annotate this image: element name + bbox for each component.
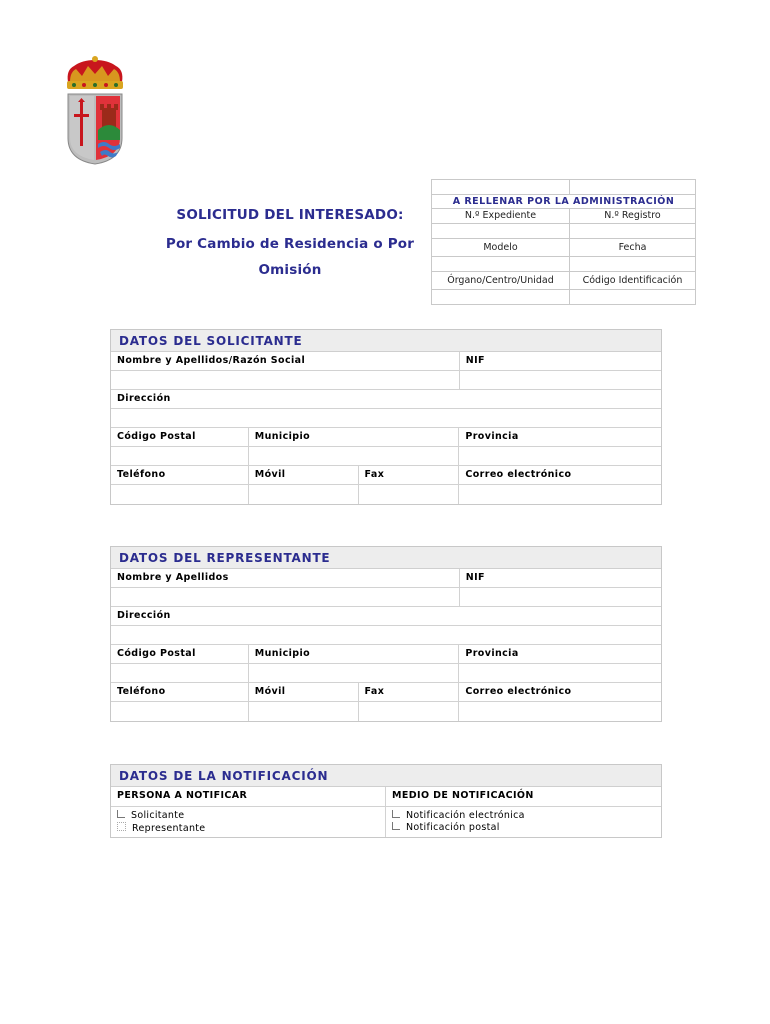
modelo-label: Modelo: [432, 239, 570, 257]
codigo-label: Código Identificación: [570, 272, 696, 290]
section-solicitante: [110, 329, 662, 505]
fax-field[interactable]: [359, 485, 460, 504]
expediente-label: N.º Expediente: [432, 209, 570, 224]
admin-blank-cell[interactable]: [432, 180, 570, 195]
direccion-label: Dirección: [111, 390, 661, 408]
provincia-field[interactable]: [459, 447, 661, 465]
option-electronica[interactable]: [392, 810, 661, 822]
admin-blank-cell[interactable]: [570, 180, 696, 195]
form-subtitle-line2: Omisión: [258, 262, 322, 278]
checkbox-icon[interactable]: [117, 822, 126, 831]
municipio-label: Municipio: [249, 428, 460, 446]
direccion-field[interactable]: [111, 626, 661, 644]
checkbox-icon[interactable]: [392, 810, 400, 818]
nombre-label: Nombre y Apellidos/Razón Social: [111, 352, 460, 370]
telefono-field[interactable]: [111, 485, 249, 504]
organo-label: Órgano/Centro/Unidad: [432, 272, 570, 290]
option-solicitante[interactable]: [117, 810, 385, 822]
modelo-field[interactable]: [432, 257, 570, 272]
fax-label: Fax: [359, 466, 460, 484]
correo-label: Correo electrónico: [459, 466, 661, 484]
section-title: DATOS DE LA NOTIFICACIÓN: [111, 765, 661, 787]
admin-box-heading: A RELLENAR POR LA ADMINISTRACIÓN: [432, 195, 696, 209]
nombre-label: Nombre y Apellidos: [111, 569, 460, 587]
section-title: DATOS DEL SOLICITANTE: [111, 330, 661, 352]
option-label: Notificación postal: [406, 822, 500, 833]
persona-heading: PERSONA A NOTIFICAR: [111, 787, 386, 806]
municipio-label: Municipio: [249, 645, 460, 663]
expediente-field[interactable]: [432, 224, 570, 239]
nif-label: NIF: [460, 569, 661, 587]
persona-options: [111, 807, 386, 837]
correo-field[interactable]: [459, 485, 661, 504]
medio-options: [386, 807, 661, 837]
movil-label: Móvil: [249, 683, 359, 701]
direccion-field[interactable]: [111, 409, 661, 427]
provincia-label: Provincia: [459, 645, 661, 663]
nombre-field[interactable]: [111, 588, 460, 606]
medio-heading: MEDIO DE NOTIFICACIÓN: [386, 787, 661, 806]
correo-label: Correo electrónico: [459, 683, 661, 701]
checkbox-icon[interactable]: [117, 810, 125, 818]
section-notificacion: [110, 764, 662, 838]
telefono-label: Teléfono: [111, 466, 249, 484]
cp-label: Código Postal: [111, 428, 249, 446]
nombre-field[interactable]: [111, 371, 460, 389]
provincia-label: Provincia: [459, 428, 661, 446]
checkbox-icon[interactable]: [392, 822, 400, 830]
movil-label: Móvil: [249, 466, 359, 484]
nif-field[interactable]: [460, 371, 661, 389]
municipio-field[interactable]: [249, 447, 460, 465]
form-title: SOLICITUD DEL INTERESADO:: [176, 207, 404, 223]
organo-field[interactable]: [432, 290, 570, 305]
option-label: Solicitante: [131, 810, 185, 821]
fecha-field[interactable]: [570, 257, 696, 272]
registro-field[interactable]: [570, 224, 696, 239]
telefono-field[interactable]: [111, 702, 249, 721]
section-title: DATOS DEL REPRESENTANTE: [111, 547, 661, 569]
fecha-label: Fecha: [570, 239, 696, 257]
movil-field[interactable]: [249, 702, 359, 721]
section-representante: [110, 546, 662, 722]
direccion-label: Dirección: [111, 607, 661, 625]
telefono-label: Teléfono: [111, 683, 249, 701]
movil-field[interactable]: [249, 485, 359, 504]
form-subtitle-line1: Por Cambio de Residencia o Por: [165, 236, 415, 252]
provincia-field[interactable]: [459, 664, 661, 682]
fax-field[interactable]: [359, 702, 460, 721]
nif-label: NIF: [460, 352, 661, 370]
admin-box: [431, 179, 696, 305]
registro-label: N.º Registro: [570, 209, 696, 224]
option-label: Representante: [132, 823, 206, 834]
fax-label: Fax: [359, 683, 460, 701]
option-postal[interactable]: [392, 822, 661, 834]
coat-of-arms-icon: [62, 56, 128, 168]
option-representante[interactable]: [117, 822, 385, 835]
municipio-field[interactable]: [249, 664, 460, 682]
codigo-field[interactable]: [570, 290, 696, 305]
cp-field[interactable]: [111, 664, 249, 682]
nif-field[interactable]: [460, 588, 661, 606]
cp-field[interactable]: [111, 447, 249, 465]
cp-label: Código Postal: [111, 645, 249, 663]
correo-field[interactable]: [459, 702, 661, 721]
option-label: Notificación electrónica: [406, 810, 525, 821]
